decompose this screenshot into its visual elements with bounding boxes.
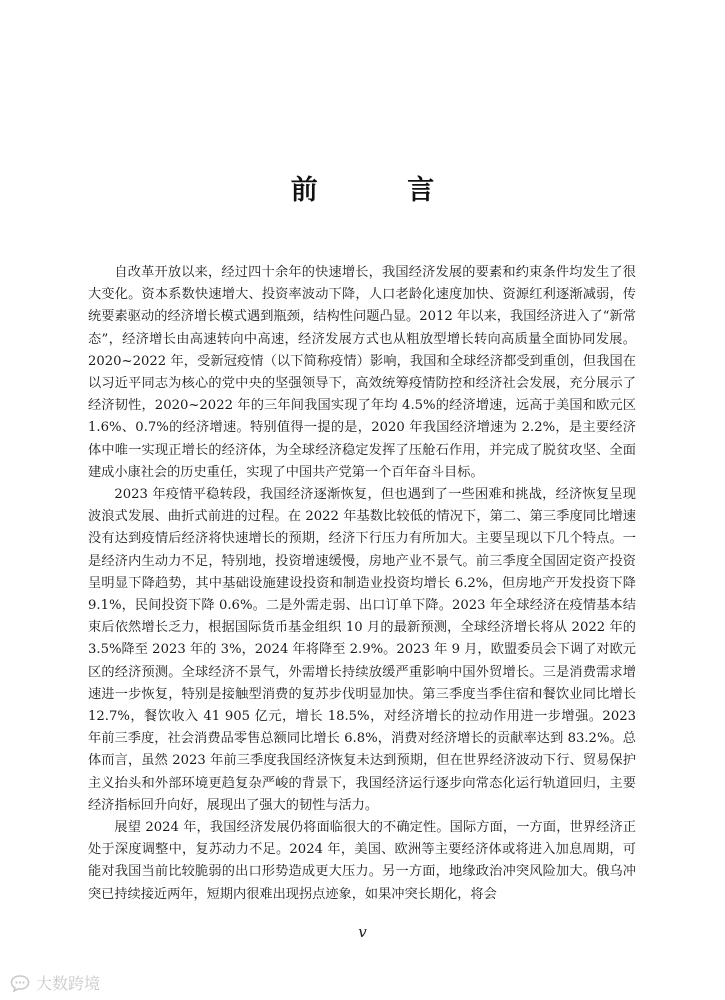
chat-bubble-icon (10, 974, 30, 992)
body-text (88, 262, 636, 906)
paragraph-2: 2023 年疫情平稳转段，我国经济逐渐恢复，但也遇到了一些困难和挑战，经济恢复呈现波浪式发展、曲折式前进的过程。在 2022 年基数比较低的情况下，第二、第三季度同比增速没有达到疫情后经济将快速增长的预期，经济下行压力有所加大。主要呈现以下几个特点。一是经济内生动力不足，特别地，投资增速缓慢，房地产业不景气。前三季度全国固定资产投资呈明显下降趋势，其中基础设施建设投资和制造业投资均增长 6.2%，但房地产开发投资下降 9.1%，民间投资下降 0.6%。二是外需走弱、出口订单下降。2023 年全球经济在疫情基本结束后依然增长乏力，根据国际货币基金组织 10 月的最新预测，全球经济增长将从 2022 年的 3.5%降至 2023 年的 3%，2024 年将降至 2.9%。2023 年 9 月，欧盟委员会下调了对欧元区的经济预测。全球经济不景气，外需增长持续放缓严重影响中国外贸增长。三是消费需求增速进一步恢复，特别是接触型消费的复苏步伐明显加快。第三季度当季住宿和餐饮业同比增长 12.7%，餐饮收入 41 905 亿元，增长 18.5%，对经济增长的拉动作用进一步增强。2023 年前三季度，社会消费品零售总额同比增长 6.8%，消费对经济增长的贡献率达到 83.2%。总体而言，虽然 2023 年前三季度我国经济恢复未达到预期，但在世界经济波动下行、贸易保护主义抬头和外部环境更趋复杂严峻的背景下，我国经济运行逐步向常态化运行轨道回归，主要经济指标回升向好，展现出了强大的韧性与活力。 (88, 487, 636, 813)
paragraph-1: 自改革开放以来，经过四十余年的快速增长，我国经济发展的要素和约束条件均发生了很大变化。资本系数快速增大、投资率波动下降，人口老龄化速度加快、资源红利逐渐减弱，传统要素驱动的经济增长模式遇到瓶颈，结构性问题凸显。2012 年以来，我国经济进入了“新常态”，经济增长由高速转向中高速，经济发展方式也从粗放型增长转向高质量全面协同发展。2020~2022 年，受新冠疫情（以下简称疫情）影响，我国和全球经济都受到重创，但我国在以习近平同志为核心的党中央的坚强领导下，高效统筹疫情防控和经济社会发展，充分展示了经济韧性，2020~2022 年的三年间我国实现了年均 4.5%的经济增速，远高于美国和欧元区 1.6%、0.7%的经济增速。特别值得一提的是，2020 年我国经济增速为 2.2%，是主要经济体中唯一实现正增长的经济体，为全球经济稳定发挥了压舱石作用，并完成了脱贫攻坚、全面建成小康社会的历史重任，实现了中国共产党第一个百年奋斗目标。 (88, 265, 636, 480)
watermark-text: 大数跨境 (36, 974, 101, 993)
paragraph-3: 展望 2024 年，我国经济发展仍将面临很大的不确定性。国际方面，一方面，世界经济正处于深度调整中，复苏动力不足。2024 年，美国、欧洲等主要经济体或将进入加息周期，可能对我国当前比较脆弱的出口形势造成更大压力。另一方面，地缘政治冲突风险加大。俄乌冲突已持续接近两年，短期内很难出现拐点迹象，如果冲突长期化，将会 (88, 820, 636, 902)
watermark (10, 971, 100, 994)
page-title: 前 言 (290, 175, 475, 206)
page-number: v (358, 923, 367, 941)
